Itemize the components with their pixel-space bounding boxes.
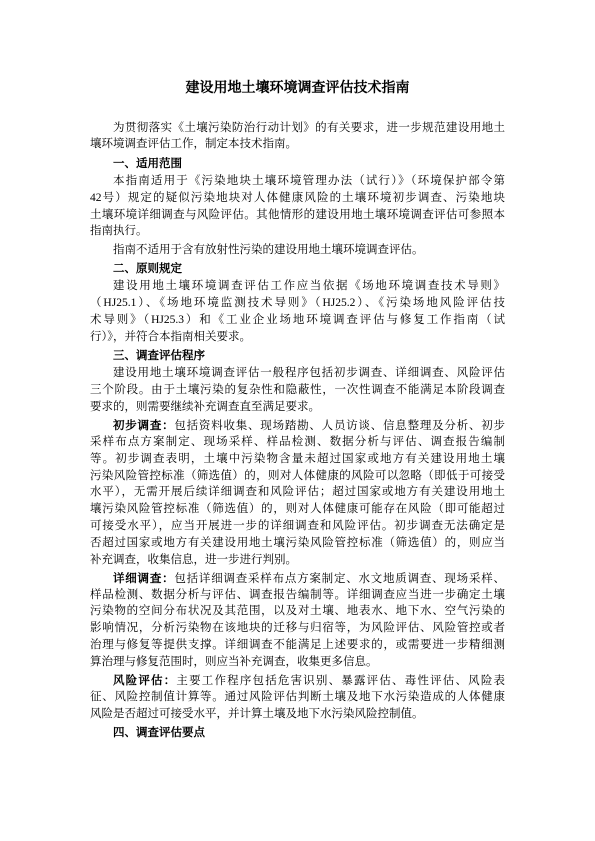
paragraph-line: 建设用地土壤环境调查评估一般程序包括初步调查、详细调查、风险评估	[113, 367, 505, 380]
document-title: 建设用地土壤环境调查评估技术指南	[185, 80, 410, 96]
intro-paragraph	[90, 120, 505, 154]
paragraph-line: 本指南适用于《污染地块土壤环境管理办法（试行）》（环境保护部令第	[113, 174, 505, 187]
principles-paragraph	[90, 278, 505, 345]
paragraph-lead: 初步调查：	[113, 418, 175, 433]
paragraph-line: 可接受水平），应当开展进一步的详细调查和风险评估。初步调查无法确定是	[90, 519, 505, 532]
preliminary-investigation-paragraph	[90, 417, 505, 568]
paragraph-line: 建设用地土壤环境调查评估工作应当依据《场地环境调查技术导则》	[113, 280, 505, 293]
paragraph-line: 为贯彻落实《土壤污染防治行动计划》的有关要求，进一步规范建设用地土	[113, 121, 505, 134]
paragraph-line: 行）》，并符合本指南相关要求。	[90, 330, 251, 343]
paragraph-line: 等。初步调查表明，土壤中污染物含量未超过国家或地方有关建设用地土壤	[90, 452, 505, 465]
scope-applicability-paragraph	[90, 173, 505, 240]
paragraph-line: 指南执行。	[90, 225, 148, 238]
paragraph-line: 影响情况，分析污染物在该地块的迁移与归宿等，为风险评估、风险管控或者	[90, 622, 505, 635]
section-heading: 一、适用范围	[113, 155, 182, 170]
section-heading-procedure	[90, 347, 505, 364]
paragraph-line: 术导则》（HJ25.3）和《工业企业场地环境调查评估与修复工作指南（试	[90, 313, 505, 326]
paragraph-line: 壤环境调查评估工作，制定本技术指南。	[90, 138, 297, 151]
paragraph-text: 包括资料收集、现场踏勘、人员访谈、信息整理及分析、初步	[174, 420, 505, 433]
paragraph-line: 算治理与修复范围时，则应当补充调查，收集更多信息。	[90, 655, 378, 668]
paragraph-line: （HJ25.1）、《场地环境监测技术导则》（HJ25.2）、《污染场地风险评估技	[90, 297, 505, 310]
paragraph-line: 污染风险管控标准（筛选值）的，则对人体健康的风险可以忽略（即低于可接受	[90, 469, 505, 482]
paragraph-line: 否超过国家或地方有关建设用地土壤污染风险管控标准（筛选值）的，则应当	[90, 536, 505, 549]
section-heading-key-points	[90, 724, 505, 741]
paragraph-line: 土壤环境详细调查与风险评估。其他情形的建设用地土壤环境调查评估可参照本	[90, 208, 505, 221]
paragraph-text: 包括详细调查采样布点方案制定、水文地质调查、现场采样、	[174, 572, 505, 585]
paragraph-line: 水平），无需开展后续详细调查和风险评估；超过国家或地方有关建设用地土	[90, 486, 505, 499]
detailed-investigation-paragraph	[90, 570, 505, 671]
section-heading-scope	[90, 155, 505, 172]
procedure-overview-paragraph	[90, 365, 505, 415]
paragraph-line: 三个阶段。由于土壤污染的复杂性和隐蔽性，一次性调查不能满足本阶段调查	[90, 384, 505, 397]
paragraph-line	[90, 570, 505, 587]
paragraph-line	[90, 417, 505, 434]
section-heading: 四、调查评估要点	[113, 724, 205, 739]
section-heading: 三、调查评估程序	[113, 347, 205, 362]
paragraph-line: 治理与修复等提供支撑。详细调查不能满足上述要求的，或需要进一步精细测	[90, 639, 505, 651]
paragraph-line: 污染物的空间分布状况及其范围，以及对土壤、地表水、地下水、空气污染的	[90, 605, 505, 618]
paragraph-line: 采样布点方案制定、现场采样、样品检测、数据分析与评估、调查报告编制	[90, 435, 505, 448]
paragraph-line: 指南不适用于含有放射性污染的建设用地土壤环境调查评估。	[113, 243, 424, 256]
paragraph-line: 壤污染风险管控标准（筛选值）的，则对人体健康可能存在风险（即可能超过	[90, 503, 505, 516]
paragraph-lead: 详细调查：	[113, 570, 175, 585]
paragraph-line: 风险是否超过可接受水平，并计算土壤及地下水污染风险控制值。	[90, 707, 424, 720]
paragraph-line: 42号）规定的疑似污染地块对人体健康风险的土壤环境初步调查、污染地块	[90, 191, 505, 204]
risk-assessment-paragraph	[90, 672, 505, 722]
paragraph-lead: 风险评估：	[113, 673, 177, 688]
document-body	[90, 120, 505, 743]
paragraph-line: 补充调查，收集信息，进一步进行判别。	[90, 553, 297, 566]
paragraph-line	[90, 672, 505, 689]
paragraph-text: 主要工作程序包括危害识别、暴露评估、毒性评估、风险表	[176, 675, 505, 688]
paragraph-line: 样品检测、数据分析与评估、调查报告编制等。详细调查应当进一步确定土壤	[90, 588, 505, 601]
paragraph-line: 征、风险控制值计算等。通过风险评估判断土壤及地下水污染造成的人体健康	[90, 690, 505, 703]
scope-exclusion-paragraph	[90, 242, 505, 259]
section-heading: 二、原则规定	[113, 260, 182, 275]
paragraph-line: 要求的，则需要继续补充调查直至满足要求。	[90, 400, 320, 413]
section-heading-principles	[90, 260, 505, 277]
